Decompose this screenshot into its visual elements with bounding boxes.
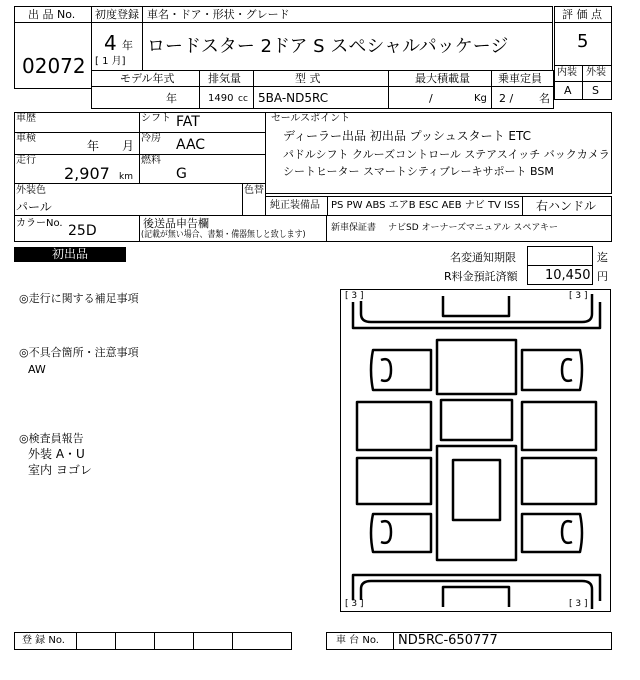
reg-cell-1 — [76, 632, 116, 650]
defect-notes-label: ◎不具合箇所・注意事項 — [19, 346, 139, 359]
car-name: ロードスター 2ドア S スペシャルパッケージ — [147, 36, 509, 57]
model-year-cell — [91, 86, 200, 109]
first-reg-year: 4 — [104, 31, 117, 55]
model-year-unit: 年 — [166, 92, 177, 105]
ac-value: AAC — [176, 137, 206, 153]
color-label: 外装色 — [16, 185, 46, 196]
inspector-interior: 室内 ヨゴレ — [28, 463, 92, 477]
lot-number: 02072 — [22, 54, 86, 78]
later-install-note: (記載が無い場合、書類・備器無しと致します) — [141, 230, 306, 240]
capacity-value: 2 / — [499, 92, 514, 105]
color-change-label: 色替 — [244, 185, 264, 196]
equipment-label: 純正装備品 — [270, 200, 320, 211]
inspection-month-unit: 月 — [122, 139, 135, 153]
lot-label: 出 品 No. — [28, 8, 76, 21]
type-value: 5BA-ND5RC — [258, 91, 329, 105]
sales-point-line-3: シートヒーター スマートシティブレーキサポート BSM — [283, 165, 554, 178]
capacity-unit: 名 — [539, 92, 550, 105]
color-no-label: カラーNo. — [16, 218, 63, 229]
diagram-tag-front-left: [ 3 ] — [345, 291, 364, 301]
recycle-unit: 円 — [597, 270, 608, 283]
later-install-label: 後送品申告欄 — [143, 217, 209, 230]
color-no-value: 25D — [68, 223, 97, 239]
name-change-unit: 迄 — [597, 251, 608, 264]
inspection-year-unit: 年 — [87, 139, 100, 153]
car-diagram-drawing — [341, 290, 611, 612]
reg-label: 登 録 No. — [22, 635, 65, 646]
diagram-tag-front-right: [ 3 ] — [569, 291, 588, 301]
fuel-label: 燃料 — [141, 155, 161, 166]
first-reg-month: [ 1 月] — [95, 56, 126, 67]
type-label-cell — [253, 70, 389, 87]
max-load-slash: / — [429, 92, 433, 105]
sales-point-line-2: パドルシフト クルーズコントロール ステアスイッチ バックカメラ — [283, 148, 610, 161]
sales-point-label: セールスポイント — [271, 113, 351, 124]
mileage-unit: km — [119, 172, 133, 182]
name-change-box — [527, 246, 593, 266]
model-year-label: モデル年式 — [120, 72, 175, 85]
first-reg-year-unit: 年 — [122, 39, 133, 52]
score-label: 評 価 点 — [562, 8, 602, 21]
reg-cell-2 — [115, 632, 155, 650]
interior-grade: A — [564, 84, 572, 97]
score: 5 — [577, 31, 589, 52]
chassis-label: 車 台 No. — [336, 635, 379, 646]
mileage-value: 2,907 — [64, 164, 110, 183]
capacity-label: 乗車定員 — [498, 72, 542, 85]
sales-point-line-1: ディーラー出品 初出品 プッシュスタート ETC — [283, 129, 531, 143]
interior-label: 内装 — [557, 67, 577, 78]
first-listing-bar: 初出品 — [14, 247, 126, 262]
handle-value: 右ハンドル — [536, 199, 597, 213]
car-diagram — [340, 289, 611, 612]
inspector-report-label: ◎検査員報告 — [19, 432, 84, 445]
record-value: ナビSD オーナーズマニュアル スペアキー — [388, 223, 559, 233]
chassis-value: ND5RC-650777 — [398, 633, 498, 648]
inspector-exterior: 外装 A・U — [28, 447, 85, 461]
car-name-label: 車名・ドア・形状・グレード — [147, 8, 290, 21]
max-load-label: 最大積載量 — [415, 72, 470, 85]
displacement-label: 排気量 — [208, 72, 241, 85]
reg-cell-4 — [193, 632, 233, 650]
equipment-value: PS PW ABS エアB ESC AEB ナビ TV ISS — [331, 200, 520, 211]
history-label: 車歴 — [16, 113, 36, 124]
exterior-grade: S — [592, 84, 599, 97]
displacement-value: 1490 — [208, 93, 234, 104]
recycle-label: R料金預託済額 — [444, 270, 518, 283]
color-value: パール — [16, 200, 52, 214]
inspection-label: 車検 — [16, 133, 36, 144]
defect-notes-value: AW — [28, 363, 46, 376]
fuel-value: G — [176, 166, 187, 182]
first-reg-label: 初度登録 — [95, 8, 139, 21]
type-label: 型 式 — [295, 72, 321, 85]
name-change-label: 名変通知期限 — [450, 251, 516, 264]
diagram-tag-rear-left: [ 3 ] — [345, 599, 364, 609]
reg-cell-3 — [154, 632, 194, 650]
record-label: 新車保証書 — [331, 223, 377, 233]
driving-notes-label: ◎走行に関する補足事項 — [19, 292, 139, 305]
mileage-label: 走行 — [16, 155, 36, 166]
recycle-value: 10,450 — [545, 268, 591, 283]
max-load-unit: Kg — [474, 93, 487, 104]
ac-label: 冷房 — [141, 133, 161, 144]
shift-label: シフト — [141, 113, 171, 124]
diagram-tag-rear-right: [ 3 ] — [569, 599, 588, 609]
reg-cell-5 — [232, 632, 292, 650]
displacement-unit: cc — [238, 94, 248, 104]
shift-value: FAT — [176, 114, 200, 130]
exterior-label: 外装 — [586, 67, 606, 78]
